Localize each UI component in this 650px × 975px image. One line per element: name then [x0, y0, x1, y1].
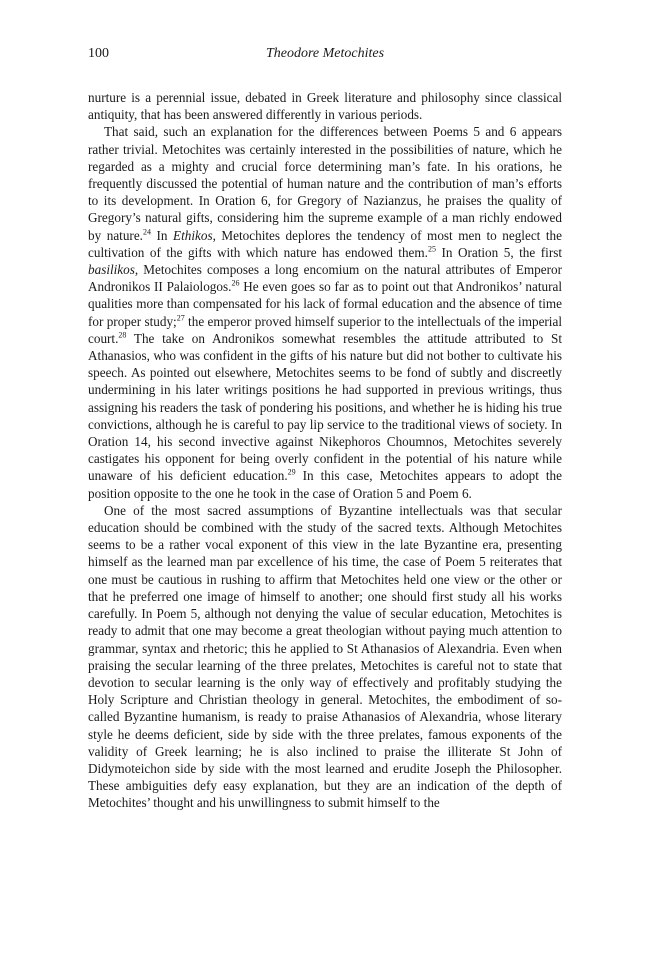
running-head: Theodore Metochites — [265, 46, 385, 61]
text-run: In Oration 5, the first — [435, 244, 563, 260]
footnote-marker: 24 — [142, 227, 151, 237]
text-run: , Metochites deplores the tendency of most men to neglect the cultivation of the gifts with which nature has endowed them. — [88, 227, 562, 260]
text-run: , Metochites composes a long encomium on the natural attributes of Emperor Andronikos II Palaiologos. — [88, 262, 562, 295]
footnote-marker: 25 — [427, 244, 436, 254]
italic-term: basilikos — [88, 262, 135, 278]
text-run: In this case, Metochites appears to adopt the position opposite to the one he took in the case of Oration 5 and Poem 6. — [88, 468, 563, 501]
text-run: The take on Andronikos somewhat resembles the attitude attributed to St Athanasios, who was confident in the gifts of his nature but did not bother to cultivate his speech. As pointed out elsewhere, Metochites seems to be fond of subtly and discreetly undermining in his later writings positions he had supported in previous writings, thus assigning his readers the task of pondering his positions, and whether he is hiding his true convictions, although he is careful to pay lip service to the traditional views of society. In Oration 14, his second invective against Nikephoros Choumnos, Metochites severely castigates his opponent for being overly confident in the potential of his nature while unaware of his deficient education. — [88, 330, 562, 484]
text-run: One of the most sacred assumptions of Byzantine intellectuals was that secular education should be combined with the study of the sacred texts. Although Metochites seems to be a rather vocal exponent of this view in the late Byzantine era, presenting himself as the learned man par excellence of his time, the case of Poem 5 reiterates that one must be cautious in rushing to affirm that Metochites held one view or the other or that he preferred one image of himself to another; one should first study all his works carefully. In Poem 5, although not denying the value of secular education, Metochites is ready to admit that one may become a great theologian without paying much attention to grammar, syntax and rhetoric; this he applied to St Athanasios of Alexandria. Even when praising the secular learning of the three prelates, Metochites is careful not to state that devotion to secular learning is the only way of effectively and profitably studying the Holy Scripture and Christian theology in general. Metochites, the embodiment of so-called Byzantine humanism, is ready to praise Athanasios of Alexandria, whose literary style he deems deficient, side by side with the three prelates, famous exponents of the validity of Greek learning; he is also inclined to praise the illiterate St John of Didymoteichon side by side with the most learned and erudite Joseph the Philosopher. These ambiguities defy easy explanation, but they are an indication of the depth of Metochites’ thought and his unwillingness to submit himself to the — [88, 502, 562, 811]
text-run: That said, such an explanation for the differences between Poems 5 and 6 appears rather trivial. Metochites was certainly interested in the possibilities of nature, which he regarded as a mighty and crucial force determining man’s fate. In his orations, he frequently discussed the potential of human nature and the contribution of man’s efforts to its development. In Oration 6, for Gregory of Nazianzus, he praises the quality of Gregory’s natural gifts, considering him the supreme example of a man richly endowed by nature. — [88, 124, 562, 243]
text-run: the emperor proved himself superior to the intellectuals of the imperial court. — [88, 313, 562, 346]
paragraph — [88, 89, 562, 123]
footnote-marker: 29 — [287, 468, 296, 478]
body-text — [88, 89, 562, 812]
text-run: He even goes so far as to point out that Andronikos’ natural qualities more than compensated for his lack of formal education and the absence of time for proper study; — [88, 279, 562, 329]
page-number: 100 — [88, 46, 109, 61]
footnote-marker: 26 — [231, 278, 240, 288]
paragraph — [88, 502, 562, 812]
paragraph — [88, 123, 562, 501]
italic-term: Ethikos — [173, 227, 213, 243]
text-run: In — [150, 227, 174, 243]
footnote-marker: 28 — [118, 330, 127, 340]
text-run: nurture is a perennial issue, debated in Greek literature and philosophy since classical antiquity, that has been answered differently in various periods. — [88, 90, 562, 123]
footnote-marker: 27 — [176, 313, 185, 323]
page-header — [88, 44, 562, 64]
